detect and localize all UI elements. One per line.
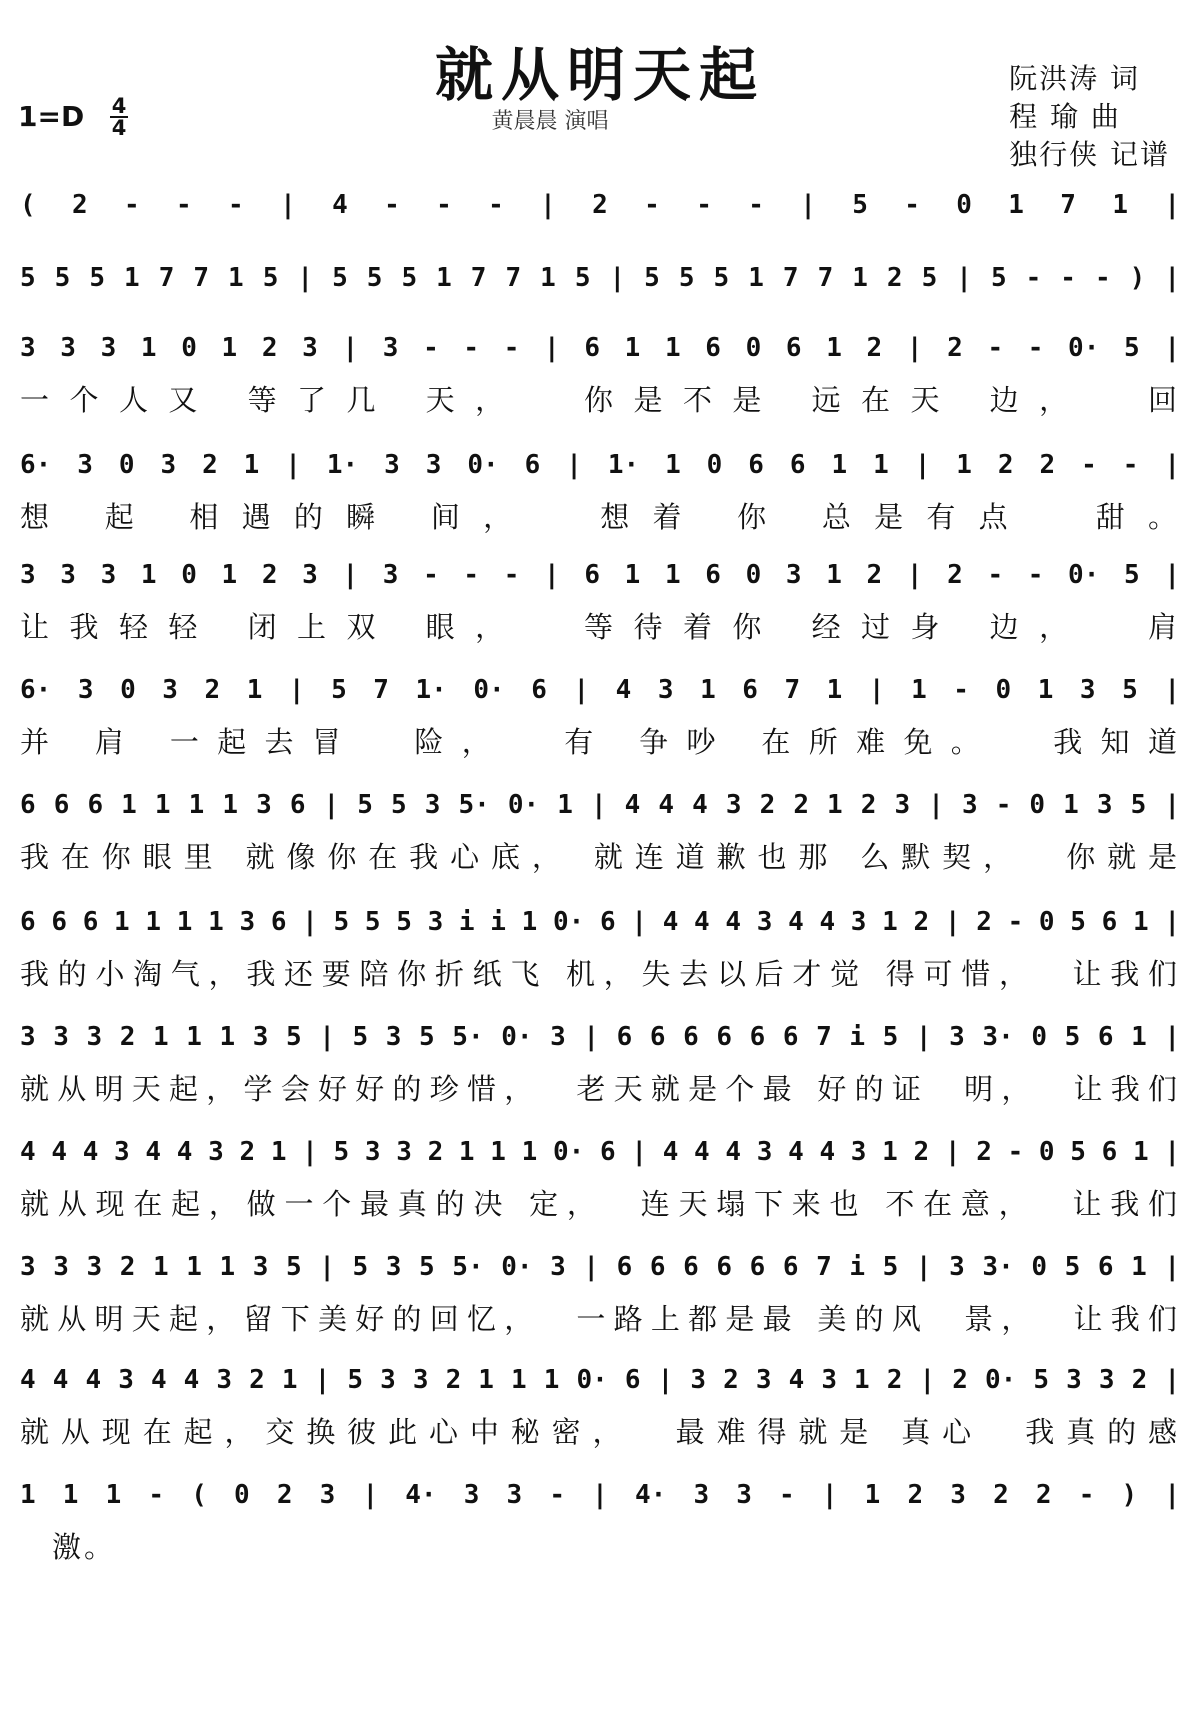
notation-line: [20, 902, 1180, 942]
notation-text: 1 1 1 - ( 0 2 3 | 4· 3 3 - | 4· 3 3 - | 1 2 3 2 2 - ) |: [20, 1480, 1180, 1510]
lyric-text: 就从现在起，交换彼此心中秘密， 最难得就是 真心 我真的感: [20, 1415, 1180, 1449]
lyricist-credit: 阮洪涛 词: [1009, 62, 1140, 95]
notation-text: 6 6 6 1 1 1 1 3 6 | 5 5 5 3 i i 1 0· 6 | 4 4 4 3 4 4 3 1 2 | 2 - 0 5 6 1 |: [20, 907, 1180, 937]
credits-block: [1009, 60, 1170, 174]
notation-text: 5 5 5 1 7 7 1 5 | 5 5 5 1 7 7 1 5 | 5 5 5 1 7 7 1 2 5 | 5 - - - ) |: [20, 263, 1180, 293]
notation-text: ( 2 - - - | 4 - - - | 2 - - - | 5 - 0 1 7 1 |: [20, 190, 1180, 220]
notation-text: 3 3 3 1 0 1 2 3 | 3 - - - | 6 1 1 6 0 6 1 2 | 2 - - 0· 5 |: [20, 333, 1180, 363]
lyric-line: [20, 722, 1180, 762]
lyric-text: 激。: [52, 1530, 117, 1564]
key-signature: 1=D: [18, 100, 85, 133]
lyric-text: 想 起 相遇的瞬 间， 想着 你 总是有点 甜。: [20, 500, 1180, 534]
notation-line: [20, 555, 1180, 595]
notation-line: [20, 1132, 1180, 1172]
lyric-line: [20, 497, 1180, 537]
notation-line: [20, 185, 1180, 225]
notation-line: [20, 785, 1180, 825]
notation-line: [20, 1017, 1180, 1057]
notation-text: 6 6 6 1 1 1 1 3 6 | 5 5 3 5· 0· 1 | 4 4 4 3 2 2 1 2 3 | 3 - 0 1 3 5 |: [20, 790, 1180, 820]
notation-line: [20, 1247, 1180, 1287]
transcriber-credit: 独行侠 记谱: [1009, 138, 1170, 171]
notation-line: [20, 1360, 1180, 1400]
lyric-text: 让我轻轻 闭上双 眼， 等待着你 经过身 边， 肩: [20, 610, 1180, 644]
notation-text: 3 3 3 2 1 1 1 3 5 | 5 3 5 5· 0· 3 | 6 6 6 6 6 6 7 i 5 | 3 3· 0 5 6 1 |: [20, 1252, 1180, 1282]
lyric-line: [20, 1069, 1180, 1109]
lyric-line: [20, 1412, 1180, 1452]
notation-line: [20, 445, 1180, 485]
lyric-line: [20, 380, 1180, 420]
time-signature-top: 4: [111, 94, 127, 118]
lyric-text: 就从明天起，学会好好的珍惜， 老天就是个最 好的证 明， 让我们: [20, 1072, 1180, 1106]
notation-text: 6· 3 0 3 2 1 | 1· 3 3 0· 6 | 1· 1 0 6 6 1 1 | 1 2 2 - - |: [20, 450, 1180, 480]
lyric-line: [20, 607, 1180, 647]
lyric-line: [20, 837, 1180, 877]
lyric-text: 就从明天起，留下美好的回忆， 一路上都是最 美的风 景， 让我们: [20, 1302, 1180, 1336]
lyric-text: 就从现在起，做一个最真的决 定， 连天塌下来也 不在意， 让我们: [20, 1187, 1180, 1221]
notation-text: 3 3 3 2 1 1 1 3 5 | 5 3 5 5· 0· 3 | 6 6 6 6 6 6 7 i 5 | 3 3· 0 5 6 1 |: [20, 1022, 1180, 1052]
lyric-text: 一个人又 等了几 天， 你是不是 远在天 边， 回: [20, 383, 1180, 417]
notation-line: [20, 328, 1180, 368]
song-title: 就从明天起: [434, 41, 765, 109]
lyric-line: [20, 1184, 1180, 1224]
lyric-line: [20, 1527, 1180, 1567]
notation-line: [20, 258, 1180, 298]
time-signature-bottom: 4: [111, 116, 127, 140]
notation-text: 3 3 3 1 0 1 2 3 | 3 - - - | 6 1 1 6 0 3 1 2 | 2 - - 0· 5 |: [20, 560, 1180, 590]
composer-credit: 程 瑜 曲: [1009, 100, 1121, 133]
lyric-text: 我的小淘气，我还要陪你折纸飞 机，失去以后才觉 得可惜， 让我们: [20, 957, 1180, 991]
notation-text: 4 4 4 3 4 4 3 2 1 | 5 3 3 2 1 1 1 0· 6 | 4 4 4 3 4 4 3 1 2 | 2 - 0 5 6 1 |: [20, 1137, 1180, 1167]
lyric-line: [20, 1299, 1180, 1339]
notation-line: [20, 1475, 1180, 1515]
notation-text: 6· 3 0 3 2 1 | 5 7 1· 0· 6 | 4 3 1 6 7 1 | 1 - 0 1 3 5 |: [20, 675, 1180, 705]
notation-text: 4 4 4 3 4 4 3 2 1 | 5 3 3 2 1 1 1 0· 6 | 3 2 3 4 3 1 2 | 2 0· 5 3 3 2 |: [20, 1365, 1180, 1395]
notation-line: [20, 670, 1180, 710]
singer-credit: 黄晨晨 演唱: [491, 109, 609, 134]
lyric-text: 并 肩 一起去冒 险， 有 争吵 在所难免。 我知道: [20, 725, 1180, 759]
time-signature: [110, 96, 128, 138]
lyric-line: [20, 954, 1180, 994]
lyric-text: 我在你眼里 就像你在我心底， 就连道歉也那 么默契， 你就是: [20, 840, 1180, 874]
